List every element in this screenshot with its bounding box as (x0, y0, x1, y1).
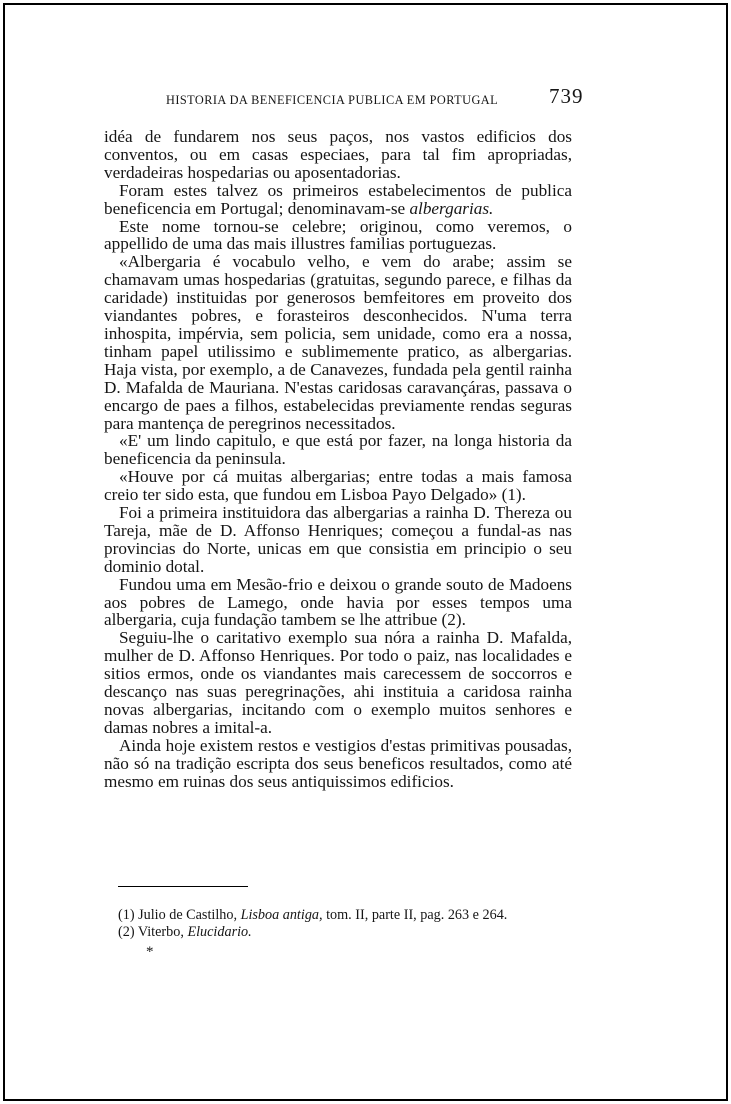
footnote-2 (118, 924, 578, 941)
footnotes (118, 907, 578, 941)
paragraph: Este nome tornou-se celebre; originou, como veremos, o appellido de uma das mais illustres familias portuguezas. (104, 216, 572, 254)
paragraph (104, 182, 572, 218)
paragraph: Seguiu-lhe o caritativo exemplo sua nóra a rainha D. Mafalda, mulher de D. Affonso Henriques. Por todo o paiz, nas localidades e sitios ermos, onde os viandantes mais carecessem de soccorros e descanço nas suas peregrinações, ahi instituia a caridosa rainha novas albergarias, incitando com o exemplo muitos senhores e damas nobres a imital-a. (104, 628, 572, 737)
quoted-paragraph: «Houve por cá muitas albergarias; entre todas a mais famosa creio ter sido esta, que fundou em Lisboa Payo Delgado» (1). (104, 467, 572, 505)
running-title: HISTORIA DA BENEFICENCIA PUBLICA EM PORTUGAL (166, 93, 499, 107)
page-header (0, 84, 731, 114)
footnote-title: Lisboa antiga, (240, 907, 323, 923)
paragraph: Foi a primeira instituidora das albergarias a rainha D. Thereza ou Tareja, mãe de D. Affonso Henriques; começou a fundal-as nas provincias do Norte, unicas em que consistia em principio o seu dominio dotal. (104, 503, 572, 576)
main-text (104, 128, 572, 791)
footnote-title: Elucidario. (187, 924, 252, 940)
footnote-rule (118, 886, 248, 887)
footnote-author: Julio de Castilho, (138, 907, 238, 923)
paragraph-text: Foram estes talvez os primeiros estabelecimentos de publica beneficencia em Portugal; denominavam-se (104, 180, 572, 218)
footnote-1 (118, 907, 578, 924)
footnote-marker: (2) (118, 924, 135, 940)
paragraph: idéa de fundarem nos seus paços, nos vastos edificios dos conventos, ou em casas especiaes, para tal fim apropriadas, verdadeiras hospedarias ou aposentadorias. (104, 127, 572, 182)
page-number: 739 (549, 84, 584, 108)
quoted-paragraph: «E' um lindo capitulo, e que está por fazer, na longa historia da beneficencia da peninsula. (104, 431, 572, 469)
italic-term: albergarias. (409, 198, 494, 218)
signature-mark: * (146, 944, 154, 960)
paragraph: Fundou uma em Mesão-frio e deixou o grande souto de Madoens aos pobres de Lamego, onde havia por esses tempos uma albergaria, cuja fundação tambem se lhe attribue (2). (104, 574, 572, 630)
footnote-reference: tom. II, parte II, pag. 263 e 264. (326, 907, 508, 923)
footnote-marker: (1) (118, 907, 135, 923)
quoted-paragraph: «Albergaria é vocabulo velho, e vem do arabe; assim se chamavam umas hospedarias (gratuitas, segundo parece, e filhas da caridade) instituidas por generosos bemfeitores em proveito dos viandantes pobres, e forasteiros desconhecidos. N'uma terra inhospita, impérvia, sem policia, sem unidade, como era a nossa, tinham papel utilissimo e sublimemente pratico, as albergarias. Haja vista, por exemplo, a de Canavezes, fundada pela gentil rainha D. Mafalda de Mauriana. N'estas caridosas caravançáras, passava o encargo de paes a filhos, estabelecidas previamente rendas seguras para mantença de peregrinos necessitados. (104, 252, 572, 433)
paragraph: Ainda hoje existem restos e vestigios d'estas primitivas pousadas, não só na tradição escripta dos seus beneficos resultados, como até mesmo em ruinas dos seus antiquissimos edificios. (104, 735, 572, 791)
footnote-author: Viterbo, (137, 924, 184, 940)
